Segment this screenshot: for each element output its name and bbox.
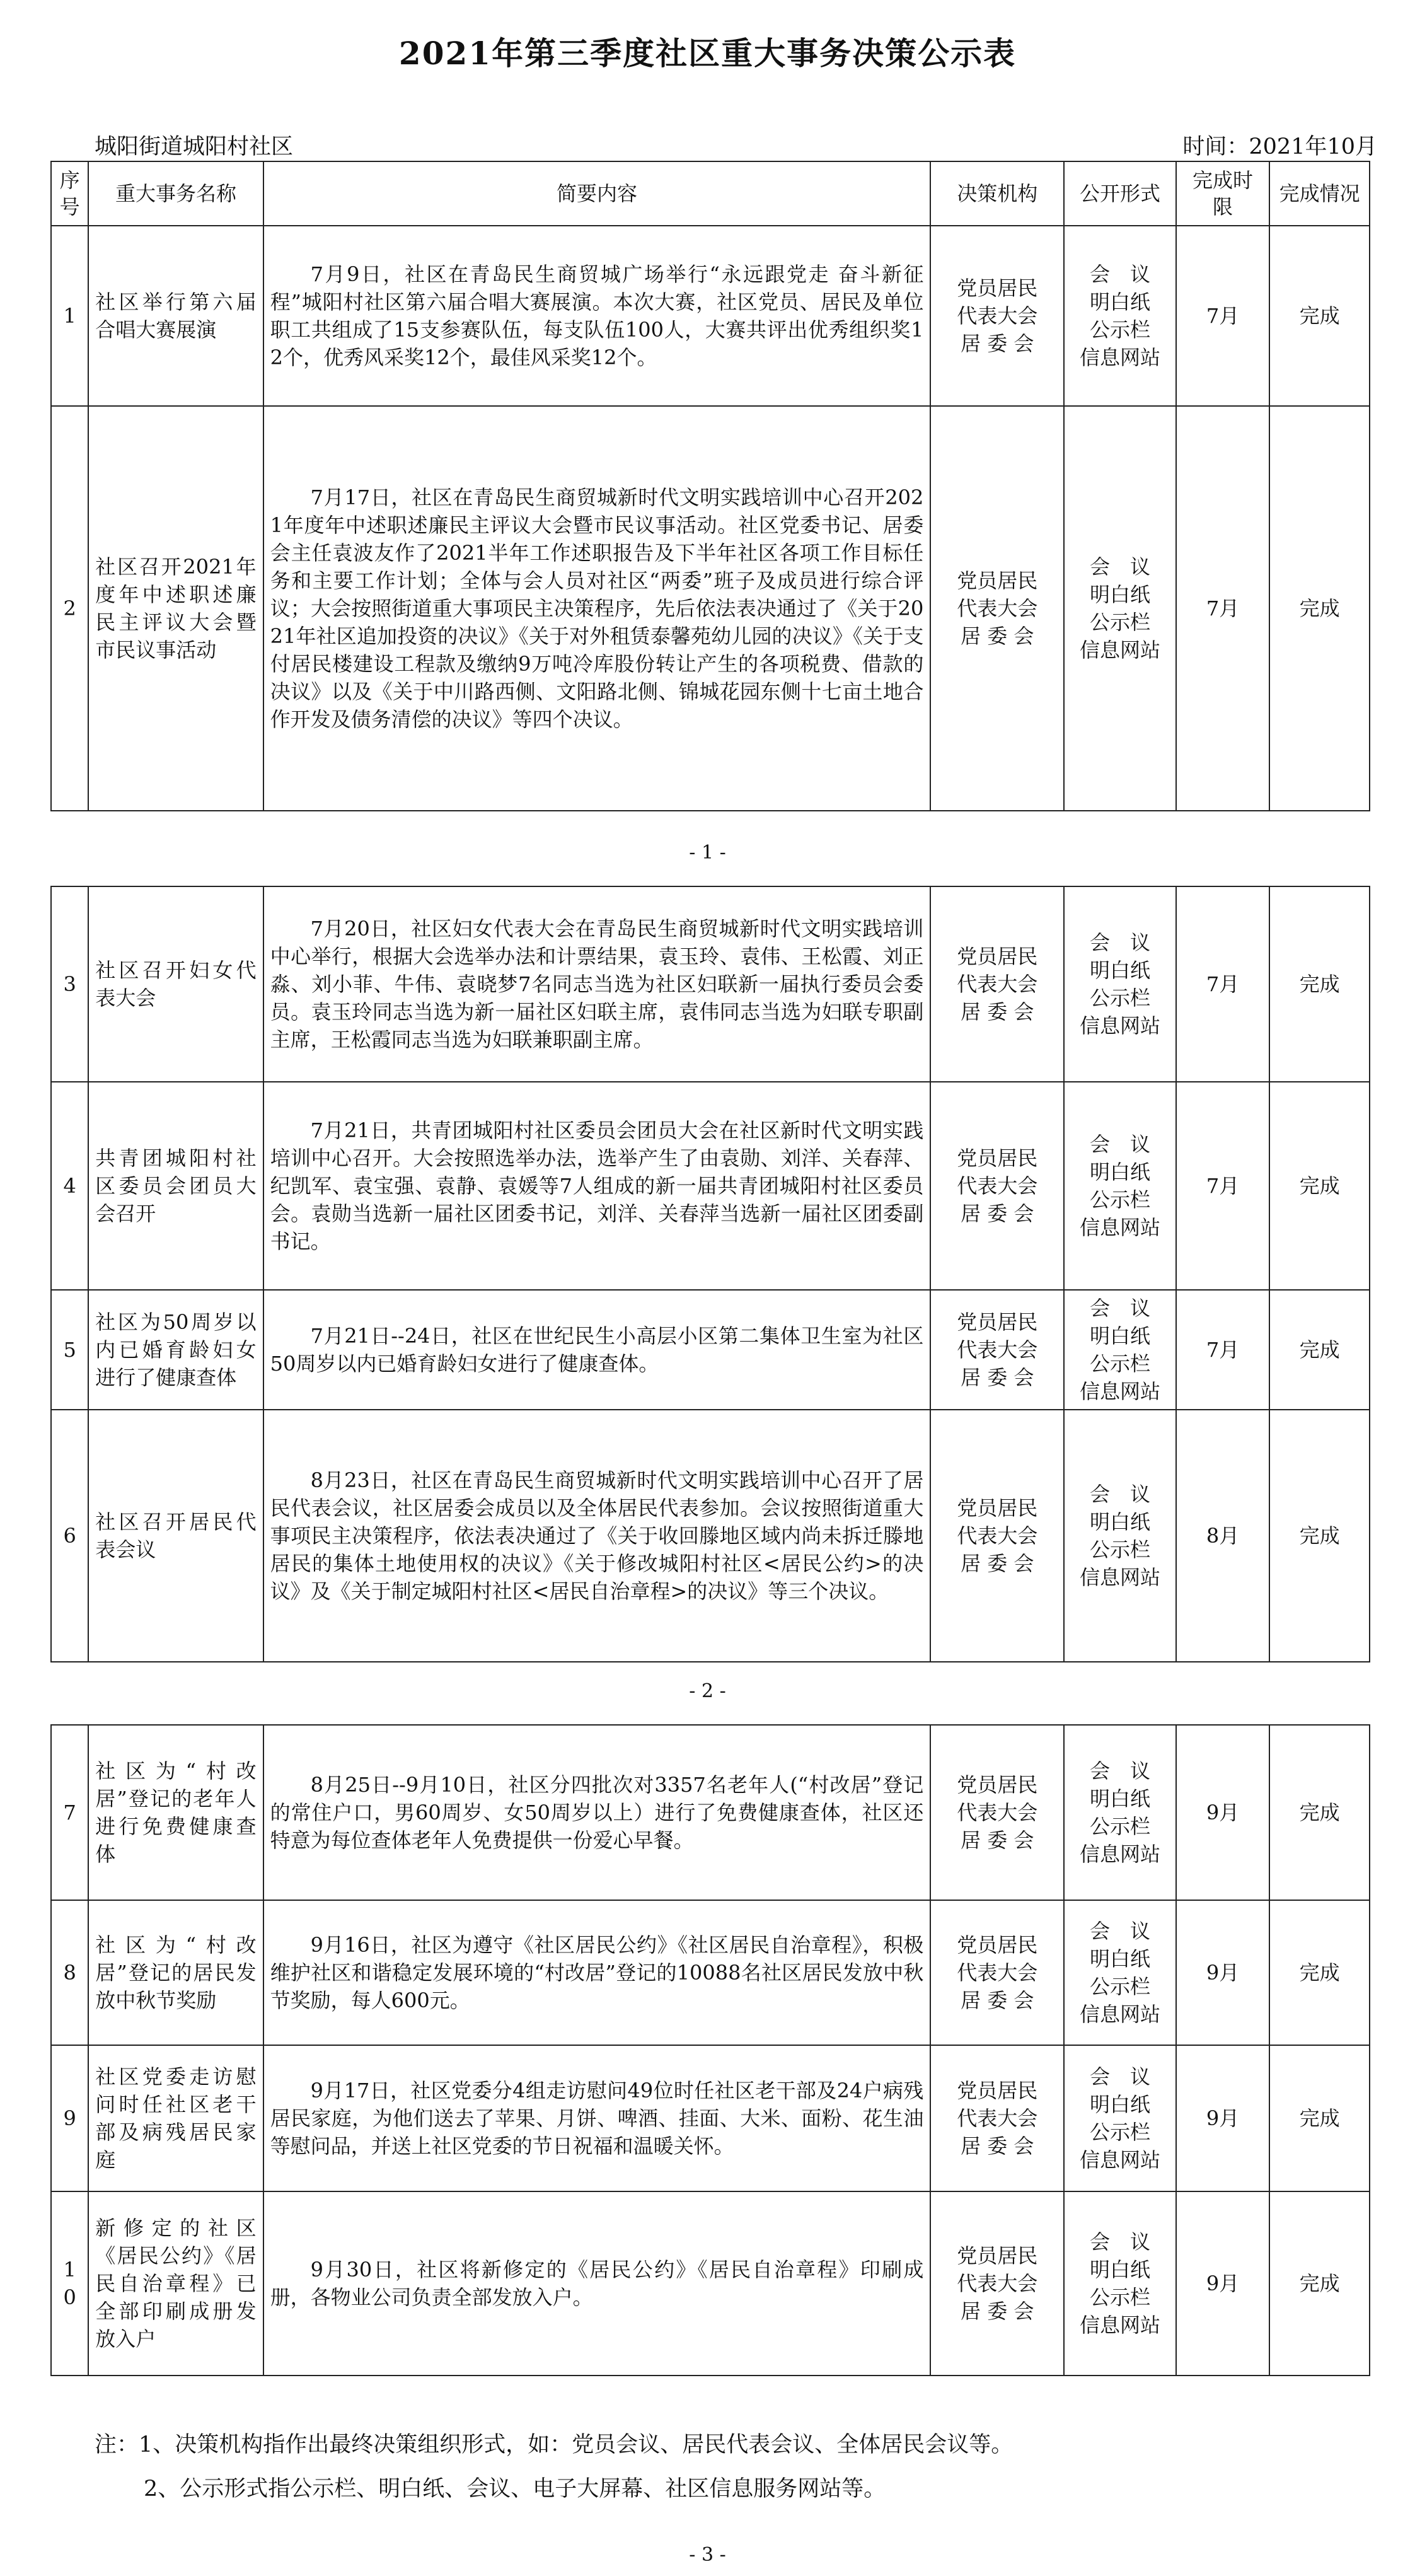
publicity-form-line: 信息网站 bbox=[1080, 1565, 1161, 1589]
completion-status: 完成 bbox=[1269, 1410, 1370, 1662]
decision-body-line: 党员居民 bbox=[957, 1496, 1038, 1520]
decision-body-line: 代表大会 bbox=[957, 1524, 1038, 1548]
decision-body-line: 居 委 会 bbox=[961, 624, 1034, 648]
table-row bbox=[51, 1900, 1370, 2045]
publicity-form-line: 会 议 bbox=[1090, 2230, 1151, 2254]
deadline: 7月 bbox=[1176, 886, 1269, 1082]
decision-body-line: 居 委 会 bbox=[961, 1552, 1034, 1575]
affair-summary: 7月9日，社区在青岛民生商贸城广场举行“永远跟党走 奋斗新征程”城阳村社区第六届合唱大赛展演。本次大赛，社区党员、居民及单位职工共组成了15支参赛队伍，每支队伍100人，大赛共评出优秀组织奖12个，优秀风采奖12个，最佳风采奖12个。 bbox=[263, 226, 931, 406]
affair-summary: 7月17日，社区在青岛民生商贸城新时代文明实践培训中心召开2021年度年中述职述廉民主评议大会暨市民议事活动。社区党委书记、居委会主任袁波友作了2021半年工作述职报告及下半年社区各项工作目标任务和主要工作计划；全体与会人员对社区“两委”班子及成员进行综合评议；大会按照街道重大事项民主决策程序，先后依法表决通过了《关于2021年社区追加投资的决议》《关于对外租赁泰馨苑幼儿园的决议》《关于支付居民楼建设工程款及缴纳9万吨冷库股份转让产生的各项税费、借款的决议》以及《关于中川路西侧、文阳路北侧、锦城花园东侧十七亩土地合作开发及债务清偿的决议》等四个决议。 bbox=[263, 406, 931, 811]
completion-status: 完成 bbox=[1269, 886, 1370, 1082]
table-row bbox=[51, 2191, 1370, 2376]
decision-table-page-1 bbox=[50, 161, 1370, 811]
decision-body bbox=[930, 1725, 1064, 1900]
header-summary: 简要内容 bbox=[263, 161, 931, 226]
affair-name: 社区为50周岁以内已婚育龄妇女进行了健康查体 bbox=[88, 1290, 263, 1410]
decision-body-line: 党员居民 bbox=[957, 1933, 1038, 1957]
table-row bbox=[51, 1410, 1370, 1662]
publicity-form-line: 明白纸 bbox=[1090, 1947, 1151, 1971]
decision-body bbox=[930, 1290, 1064, 1410]
table-row bbox=[51, 1290, 1370, 1410]
deadline: 7月 bbox=[1176, 226, 1269, 406]
header-body: 决策机构 bbox=[930, 161, 1064, 226]
publicity-form-line: 信息网站 bbox=[1080, 2313, 1161, 2337]
decision-body-line: 居 委 会 bbox=[961, 1988, 1034, 2012]
decision-body-line: 代表大会 bbox=[957, 1961, 1038, 1985]
decision-table-page-3 bbox=[50, 1724, 1370, 2376]
affair-summary: 9月17日，社区党委分4组走访慰问49位时任社区老干部及24户病残居民家庭，为他们送去了苹果、月饼、啤酒、挂面、大米、面粉、花生油等慰问品，并送上社区党委的节日祝福和温暖关怀。 bbox=[263, 2045, 931, 2191]
publicity-form-line: 信息网站 bbox=[1080, 1014, 1161, 1038]
header-status: 完成情况 bbox=[1269, 161, 1370, 226]
row-number: 9 bbox=[51, 2045, 88, 2191]
decision-body bbox=[930, 1410, 1064, 1662]
affair-name: 社区为“村改居”登记的居民发放中秋节奖励 bbox=[88, 1900, 263, 2045]
publicity-form-line: 会 议 bbox=[1090, 1759, 1151, 1783]
decision-body-line: 党员居民 bbox=[957, 2079, 1038, 2103]
row-number: 3 bbox=[51, 886, 88, 1082]
deadline: 9月 bbox=[1176, 1725, 1269, 1900]
deadline: 8月 bbox=[1176, 1410, 1269, 1662]
decision-body-line: 居 委 会 bbox=[961, 1828, 1034, 1852]
affair-summary: 7月20日，社区妇女代表大会在青岛民生商贸城新时代文明实践培训中心举行，根据大会选举办法和计票结果，袁玉玲、袁伟、王松霞、刘正淼、刘小菲、牛伟、袁晓梦7名同志当选为社区妇联新一届执行委员会委员。袁玉玲同志当选为新一届社区妇联主席，袁伟同志当选为妇联专职副主席，王松霞同志当选为妇联兼职副主席。 bbox=[263, 886, 931, 1082]
publicity-form-line: 明白纸 bbox=[1090, 1160, 1151, 1184]
completion-status: 完成 bbox=[1269, 2191, 1370, 2376]
affair-name: 社区召开居民代表会议 bbox=[88, 1410, 263, 1662]
publicity-form-line: 公示栏 bbox=[1090, 1814, 1151, 1838]
affair-summary: 8月25日--9月10日，社区分四批次对3357名老年人(“村改居”登记的常住户口，男60周岁、女50周岁以上）进行了免费健康查体，社区还特意为每位查体老年人免费提供一份爱心早餐。 bbox=[263, 1725, 931, 1900]
publicity-form-line: 会 议 bbox=[1090, 1919, 1151, 1943]
publicity-form-line: 明白纸 bbox=[1090, 290, 1151, 314]
footnote-1: 注：1、决策机构指作出最终决策组织形式，如：党员会议、居民代表会议、全体居民会议等。 bbox=[95, 2432, 1014, 2457]
decision-body-line: 居 委 会 bbox=[961, 1202, 1034, 1226]
decision-body-line: 代表大会 bbox=[957, 596, 1038, 620]
affair-name: 社区举行第六届合唱大赛展演 bbox=[88, 226, 263, 406]
deadline: 9月 bbox=[1176, 1900, 1269, 2045]
publicity-form-line: 公示栏 bbox=[1090, 1975, 1151, 1999]
publicity-form-line: 明白纸 bbox=[1090, 1787, 1151, 1811]
decision-body-line: 居 委 会 bbox=[961, 1366, 1034, 1390]
publicity-form-line: 会 议 bbox=[1090, 555, 1151, 579]
publicity-form-line: 信息网站 bbox=[1080, 345, 1161, 369]
publicity-form bbox=[1064, 1410, 1176, 1662]
decision-body-line: 党员居民 bbox=[957, 1773, 1038, 1797]
publicity-form-line: 会 议 bbox=[1090, 931, 1151, 954]
decision-body bbox=[930, 2191, 1064, 2376]
affair-name: 共青团城阳村社区委员会团员大会召开 bbox=[88, 1082, 263, 1290]
publicity-form-line: 会 议 bbox=[1090, 1296, 1151, 1320]
date-label: 时间：2021年10月 bbox=[1182, 134, 1377, 160]
page-title: 2021年第三季度社区重大事务决策公示表 bbox=[398, 35, 1017, 72]
row-number: 7 bbox=[51, 1725, 88, 1900]
publicity-form bbox=[1064, 1725, 1176, 1900]
decision-body-line: 居 委 会 bbox=[961, 2299, 1034, 2323]
row-number: 2 bbox=[51, 406, 88, 811]
affair-summary: 9月30日，社区将新修定的《居民公约》《居民自治章程》印刷成册，各物业公司负责全部发放入户。 bbox=[263, 2191, 931, 2376]
publicity-form-line: 信息网站 bbox=[1080, 2148, 1161, 2172]
completion-status: 完成 bbox=[1269, 226, 1370, 406]
completion-status: 完成 bbox=[1269, 1725, 1370, 1900]
decision-body-line: 党员居民 bbox=[957, 944, 1038, 968]
page-number: - 2 - bbox=[689, 1680, 726, 1702]
footnote-2: 2、公示形式指公示栏、明白纸、会议、电子大屏幕、社区信息服务网站等。 bbox=[144, 2476, 886, 2502]
affair-summary: 7月21日，共青团城阳村社区委员会团员大会在社区新时代文明实践培训中心召开。大会按照选举办法，选举产生了由袁勋、刘洋、关春萍、纪凯军、袁宝强、袁静、袁媛等7人组成的新一届共青团城阳村社区委员会。袁勋当选新一届社区团委书记，刘洋、关春萍当选新一届社区团委副书记。 bbox=[263, 1082, 931, 1290]
publicity-form-line: 明白纸 bbox=[1090, 2092, 1151, 2116]
row-number: 10 bbox=[51, 2191, 88, 2376]
publicity-form bbox=[1064, 406, 1176, 811]
row-number: 8 bbox=[51, 1900, 88, 2045]
header-no: 序号 bbox=[51, 161, 88, 226]
publicity-form-line: 公示栏 bbox=[1090, 610, 1151, 634]
publicity-form-line: 明白纸 bbox=[1090, 958, 1151, 982]
publicity-form-line: 信息网站 bbox=[1080, 1842, 1161, 1866]
decision-body-line: 代表大会 bbox=[957, 2271, 1038, 2295]
decision-body bbox=[930, 406, 1064, 811]
affair-name: 社区为“村改居”登记的老年人进行免费健康查体 bbox=[88, 1725, 263, 1900]
deadline: 7月 bbox=[1176, 406, 1269, 811]
table-row bbox=[51, 406, 1370, 811]
table-row bbox=[51, 226, 1370, 406]
publicity-form-line: 会 议 bbox=[1090, 262, 1151, 286]
publicity-form bbox=[1064, 2191, 1176, 2376]
affair-summary: 8月23日，社区在青岛民生商贸城新时代文明实践培训中心召开了居民代表会议，社区居委会成员以及全体居民代表参加。会议按照街道重大事项民主决策程序，依法表决通过了《关于收回滕地区域内尚未拆迁滕地居民的集体土地使用权的决议》《关于修改城阳村社区<居民公约>的决议》及《关于制定城阳村社区<居民自治章程>的决议》等三个决议。 bbox=[263, 1410, 931, 1662]
publicity-form-line: 信息网站 bbox=[1080, 2002, 1161, 2026]
completion-status: 完成 bbox=[1269, 2045, 1370, 2191]
decision-body-line: 代表大会 bbox=[957, 1338, 1038, 1362]
header-name: 重大事务名称 bbox=[88, 161, 263, 226]
decision-body-line: 党员居民 bbox=[957, 276, 1038, 300]
publicity-form-line: 信息网站 bbox=[1080, 1379, 1161, 1403]
decision-body-line: 代表大会 bbox=[957, 1174, 1038, 1198]
row-number: 1 bbox=[51, 226, 88, 406]
affair-name: 社区召开2021年度年中述职述廉民主评议大会暨市民议事活动 bbox=[88, 406, 263, 811]
completion-status: 完成 bbox=[1269, 1900, 1370, 2045]
decision-table-page-2 bbox=[50, 886, 1370, 1662]
completion-status: 完成 bbox=[1269, 1290, 1370, 1410]
deadline: 7月 bbox=[1176, 1290, 1269, 1410]
header-deadline: 完成时限 bbox=[1176, 161, 1269, 226]
publicity-form bbox=[1064, 1290, 1176, 1410]
completion-status: 完成 bbox=[1269, 1082, 1370, 1290]
table-row bbox=[51, 886, 1370, 1082]
decision-body bbox=[930, 1900, 1064, 2045]
publicity-form-line: 明白纸 bbox=[1090, 2258, 1151, 2282]
affair-summary: 7月21日--24日，社区在世纪民生小高层小区第二集体卫生室为社区50周岁以内已婚育龄妇女进行了健康查体。 bbox=[263, 1290, 931, 1410]
publicity-form-line: 信息网站 bbox=[1080, 638, 1161, 662]
decision-body bbox=[930, 1082, 1064, 1290]
decision-body-line: 居 委 会 bbox=[961, 332, 1034, 356]
decision-body bbox=[930, 2045, 1064, 2191]
publicity-form bbox=[1064, 886, 1176, 1082]
affair-name: 新修定的社区《居民公约》《居民自治章程》已全部印刷成册发放入户 bbox=[88, 2191, 263, 2376]
page-number: - 1 - bbox=[689, 842, 726, 864]
deadline: 7月 bbox=[1176, 1082, 1269, 1290]
deadline: 9月 bbox=[1176, 2045, 1269, 2191]
decision-body-line: 党员居民 bbox=[957, 1146, 1038, 1170]
publicity-form-line: 明白纸 bbox=[1090, 583, 1151, 606]
decision-body-line: 党员居民 bbox=[957, 2244, 1038, 2268]
publicity-form-line: 公示栏 bbox=[1090, 2120, 1151, 2144]
decision-body-line: 代表大会 bbox=[957, 2106, 1038, 2130]
row-number: 5 bbox=[51, 1290, 88, 1410]
decision-body-line: 代表大会 bbox=[957, 1801, 1038, 1825]
publicity-form-line: 公示栏 bbox=[1090, 1188, 1151, 1212]
header-publicity: 公开形式 bbox=[1064, 161, 1176, 226]
decision-body-line: 代表大会 bbox=[957, 304, 1038, 328]
affair-name: 社区召开妇女代表大会 bbox=[88, 886, 263, 1082]
table-row bbox=[51, 2045, 1370, 2191]
decision-body-line: 代表大会 bbox=[957, 972, 1038, 996]
table-row bbox=[51, 1725, 1370, 1900]
publicity-form-line: 公示栏 bbox=[1090, 2285, 1151, 2309]
publicity-form-line: 明白纸 bbox=[1090, 1324, 1151, 1348]
deadline: 9月 bbox=[1176, 2191, 1269, 2376]
row-number: 4 bbox=[51, 1082, 88, 1290]
publicity-form-line: 明白纸 bbox=[1090, 1510, 1151, 1534]
publicity-form-line: 公示栏 bbox=[1090, 986, 1151, 1010]
publicity-form-line: 会 议 bbox=[1090, 1482, 1151, 1506]
publicity-form-line: 会 议 bbox=[1090, 1132, 1151, 1156]
decision-body-line: 党员居民 bbox=[957, 569, 1038, 593]
publicity-form-line: 公示栏 bbox=[1090, 1352, 1151, 1376]
row-number: 6 bbox=[51, 1410, 88, 1662]
organization-label: 城阳街道城阳村社区 bbox=[95, 134, 294, 160]
decision-body-line: 居 委 会 bbox=[961, 1000, 1034, 1024]
table-header-row bbox=[51, 161, 1370, 226]
completion-status: 完成 bbox=[1269, 406, 1370, 811]
publicity-form bbox=[1064, 1900, 1176, 2045]
affair-summary: 9月16日，社区为遵守《社区居民公约》《社区居民自治章程》，积极维护社区和谐稳定发展环境的“村改居”登记的10088名社区居民发放中秋节奖励，每人600元。 bbox=[263, 1900, 931, 2045]
publicity-form-line: 公示栏 bbox=[1090, 1538, 1151, 1562]
affair-name: 社区党委走访慰问时任社区老干部及病残居民家庭 bbox=[88, 2045, 263, 2191]
decision-body bbox=[930, 226, 1064, 406]
publicity-form-line: 信息网站 bbox=[1080, 1215, 1161, 1239]
decision-body bbox=[930, 886, 1064, 1082]
publicity-form bbox=[1064, 1082, 1176, 1290]
publicity-form bbox=[1064, 226, 1176, 406]
publicity-form-line: 公示栏 bbox=[1090, 318, 1151, 342]
publicity-form bbox=[1064, 2045, 1176, 2191]
decision-body-line: 居 委 会 bbox=[961, 2134, 1034, 2158]
page-number: - 3 - bbox=[689, 2544, 726, 2566]
publicity-form-line: 会 议 bbox=[1090, 2065, 1151, 2089]
decision-body-line: 党员居民 bbox=[957, 1310, 1038, 1334]
table-row bbox=[51, 1082, 1370, 1290]
